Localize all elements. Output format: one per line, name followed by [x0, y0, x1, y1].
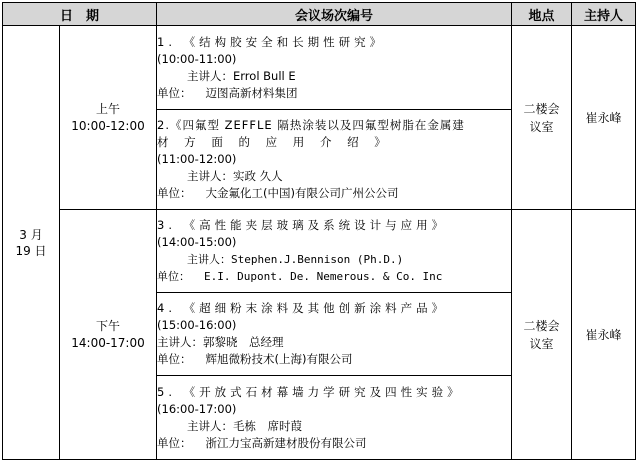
talk-speaker: [157, 418, 511, 435]
header-date: 日 期: [3, 3, 157, 26]
speaker-name: 实政 久人: [233, 169, 283, 183]
header-session: 会议场次编号: [157, 3, 512, 26]
host-morning: 崔永峰: [572, 26, 636, 210]
talk-time: (10:00-11:00): [157, 51, 237, 66]
talk-time: (15:00-16:00): [157, 318, 237, 332]
venue-line1: 二楼会: [523, 101, 560, 116]
date-cell: [3, 26, 60, 460]
unit-label: 单位：: [157, 270, 191, 283]
talk-cell: [157, 376, 512, 460]
unit-label: 单位：: [157, 352, 192, 366]
period-time: 10:00-12:00: [71, 118, 145, 133]
talk-unit: [157, 435, 511, 452]
venue-afternoon: [512, 210, 572, 460]
speaker-name: Errol Bull E: [233, 68, 296, 83]
talk-cell: [157, 293, 512, 376]
talk-cell: [157, 110, 512, 210]
period-afternoon: [60, 210, 157, 460]
unit-name: E.I. Dupont. De. Nemerous. & Co. Inc: [204, 270, 443, 283]
venue-line2: 议室: [529, 336, 554, 351]
talk-unit: [157, 351, 511, 368]
talk-unit: [157, 268, 511, 285]
talk-unit: [157, 185, 511, 202]
unit-name: 辉旭微粉技术(上海)有限公司: [205, 352, 353, 366]
header-row: [3, 3, 636, 26]
date-day: 19 日: [15, 243, 47, 258]
unit-name: 迈图高新材料集团: [205, 85, 298, 100]
period-time: 14:00-17:00: [71, 335, 145, 350]
speaker-name: 毛栋 席时葭: [233, 418, 303, 433]
date-month: 3 月: [19, 227, 43, 242]
unit-name: 大金氟化工(中国)有限公司广州公公司: [205, 186, 399, 200]
unit-label: 单位：: [157, 186, 192, 200]
speaker-label: 主讲人：: [187, 68, 234, 83]
talk-speaker: [157, 168, 511, 185]
unit-name: 浙江力宝高新建材股份有限公司: [205, 435, 367, 450]
talk-speaker: [157, 251, 511, 268]
talk-title: 5. 《开放式石材幕墙力学研究及四性实验》: [157, 384, 463, 399]
talk-cell: [157, 26, 512, 110]
talk-title-line2: 材 方 面 的 应 用 介 绍 》: [157, 135, 392, 149]
talk-speaker: [157, 334, 511, 351]
speaker-label: 主讲人：: [187, 169, 234, 183]
unit-label: 单位：: [157, 85, 192, 100]
venue-morning: [512, 26, 572, 210]
talk-time: (14:00-15:00): [157, 235, 237, 249]
speaker-label: 主讲人：: [187, 253, 232, 266]
speaker-label: 主讲人：: [157, 335, 204, 349]
talk-speaker: [157, 68, 511, 85]
period-morning: [60, 26, 157, 210]
unit-label: 单位：: [157, 435, 192, 450]
talk-title: 1. 《结构胶安全和长期性研究》: [157, 34, 386, 49]
talk-title: 3. 《高性能夹层玻璃及系统设计与应用》: [157, 218, 448, 232]
talk-title-line1: 2.《四氟型 ZEFFLE 隔热涂装以及四氟型树脂在金属建: [157, 118, 465, 132]
venue-line1: 二楼会: [523, 318, 560, 333]
header-host: 主持人: [572, 3, 636, 26]
speaker-label: 主讲人：: [187, 418, 234, 433]
talk-time: (16:00-17:00): [157, 401, 237, 416]
talk-time: (11:00-12:00): [157, 152, 237, 166]
schedule-table: [2, 2, 636, 460]
period-name: 下午: [96, 318, 121, 333]
header-venue: 地点: [512, 3, 572, 26]
host-afternoon: 崔永峰: [572, 210, 636, 460]
talk-unit: [157, 85, 511, 102]
period-name: 上午: [96, 101, 121, 116]
speaker-name: 郭黎晓 总经理: [203, 335, 284, 349]
speaker-name: Stephen.J.Bennison (Ph.D.): [231, 253, 404, 266]
venue-line2: 议室: [529, 119, 554, 134]
talk-cell: [157, 210, 512, 293]
talk-title: 4. 《超细粉末涂料及其他创新涂料产品》: [157, 301, 448, 315]
table-row: [3, 26, 636, 110]
table-row: [3, 210, 636, 293]
